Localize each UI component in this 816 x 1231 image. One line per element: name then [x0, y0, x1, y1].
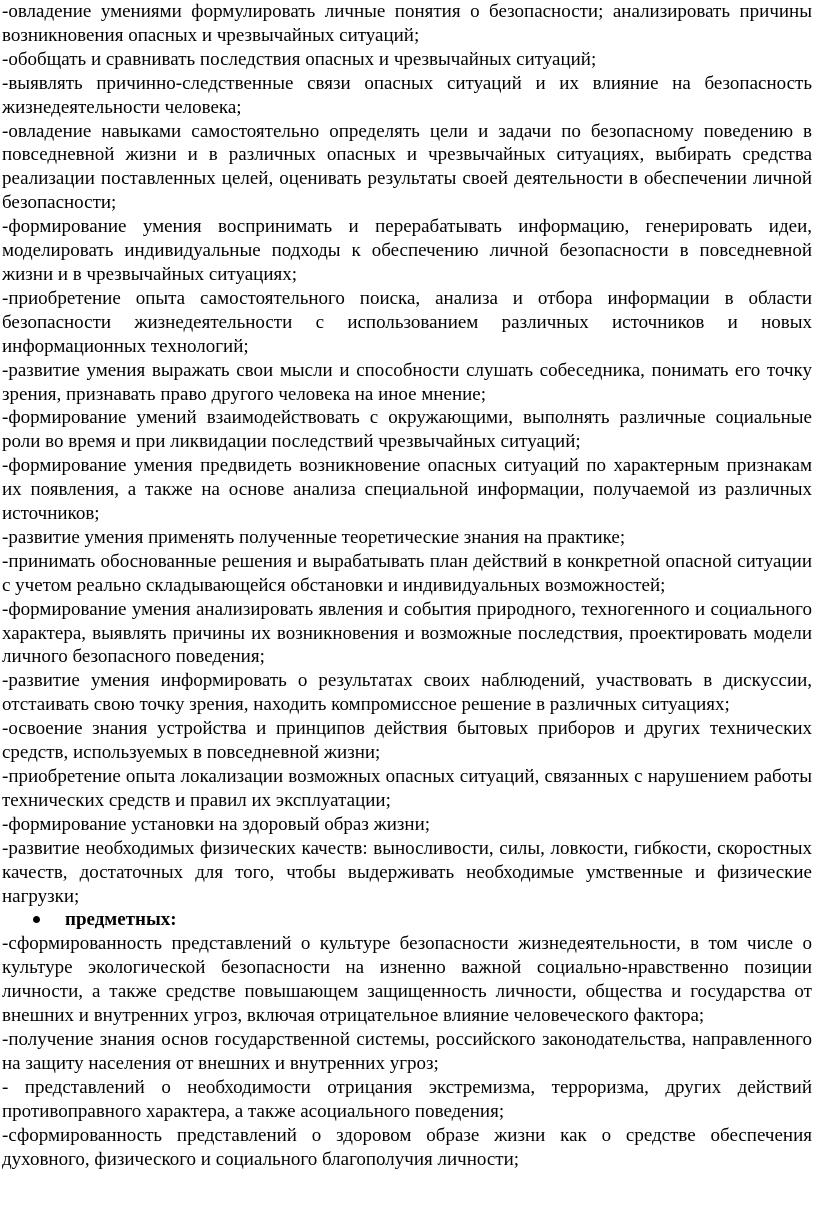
paragraph-interaction: -формирование умений взаимодействовать с окружающими, выполнять различные социальные роли во время и при ликвидации последствий чрезвычайных ситуаций; [2, 407, 812, 453]
paragraph-healthy-lifestyle: -формирование установки на здоровый образ жизни; [2, 813, 431, 835]
paragraph-generalize-compare: -обобщать и сравнивать последствия опасных и чрезвычайных ситуаций; [2, 48, 597, 70]
paragraph-localization: -приобретение опыта локализации возможных опасных ситуаций, связанных с нарушением работы технических средств и правил их эксплуатации; [2, 766, 812, 811]
paragraph-inform-discuss: -развитие умения информировать о результатах своих наблюдений, участвовать в дискуссии, отстаивать свою точку зрения, находить компромиссное решение в различных ситуациях; [2, 670, 812, 716]
subject-results-heading [2, 908, 812, 932]
paragraph-mastery-concepts: -овладение умениями формулировать личные понятия о безопасности; анализировать причины возникновения опасных и чрезвычайных ситуаций; [2, 1, 812, 46]
paragraph-healthy-image: -сформированность представлений о здоровом образе жизни как о средстве обеспечения духовного, физического и социального благополучия личности; [2, 1124, 812, 1170]
subject-results-heading-text: предметных: [65, 909, 177, 931]
paragraph-information-processing: -формирование умения воспринимать и перерабатывать информацию, генерировать идеи, моделировать индивидуальные подходы к обеспечению личной безопасности в повседневной жизни и в чрезвычайных ситуациях; [2, 216, 812, 285]
bullet-dot-icon [33, 916, 40, 923]
paragraph-devices-knowledge: -освоение знания устройства и принципов действия бытовых приборов и других технических средств, используемых в повседневной жизни; [2, 718, 812, 764]
paragraph-decisions: -принимать обоснованные решения и вырабатывать план действий в конкретной опасной ситуации с учетом реально складывающейся обстановки и индивидуальных возможностей; [2, 550, 812, 596]
paragraph-cause-effect: -выявлять причинно-следственные связи опасных ситуаций и их влияние на безопасность жизнедеятельности человека; [2, 72, 812, 118]
paragraph-safety-culture: -сформированность представлений о культуре безопасности жизнедеятельности, в том числе о культуре экологической безопасности на изненно важной социально-нравственно позиции личности, а также средстве повышающем защищенность личности, общества и государства от внешних и внутренних угроз, включая отрицательное влияние человеческого фактора; [2, 933, 812, 1027]
paragraph-physical-qualities: -развитие необходимых физических качеств: выносливости, силы, ловкости, гибкости, скоростных качеств, достаточных для того, чтобы выдерживать необходимые умственные и физические нагрузки; [2, 837, 812, 907]
paragraph-foresee-danger: -формирование умения предвидеть возникновение опасных ситуаций по характерным признакам их появления, а также на основе анализа специальной информации, получаемой из различных источников; [2, 455, 812, 525]
paragraph-extremism: - представлений о необходимости отрицания экстремизма, терроризма, других действий противоправного характера, а также асоциального поведения; [2, 1076, 812, 1122]
paragraph-goal-setting: -овладение навыками самостоятельно определять цели и задачи по безопасному поведению в повседневной жизни и в различных опасных и чрезвычайных ситуациях, выбирать средства реализации поставленных целей, оценивать результаты своей деятельности в обеспечении личной безопасности; [2, 120, 812, 214]
paragraph-apply-knowledge: -развитие умения применять полученные теоретические знания на практике; [2, 526, 626, 548]
paragraph-state-system: -получение знания основ государственной системы, российского законодательства, направленного на защиту населения от внешних и внутренних угроз; [2, 1028, 812, 1074]
paragraph-analyze-phenomena: -формирование умения анализировать явления и события природного, техногенного и социального характера, выявлять причины их возникновения и возможные последствия, проектировать модели личного безопасного поведения; [2, 598, 812, 668]
paragraph-express-thoughts: -развитие умения выражать свои мысли и способности слушать собеседника, понимать его точку зрения, признавать право другого человека на иное мнение; [2, 359, 812, 405]
paragraph-information-search: -приобретение опыта самостоятельного поиска, анализа и отбора информации в области безопасности жизнедеятельности с использованием различных источников и новых информационных технологий; [2, 287, 812, 357]
